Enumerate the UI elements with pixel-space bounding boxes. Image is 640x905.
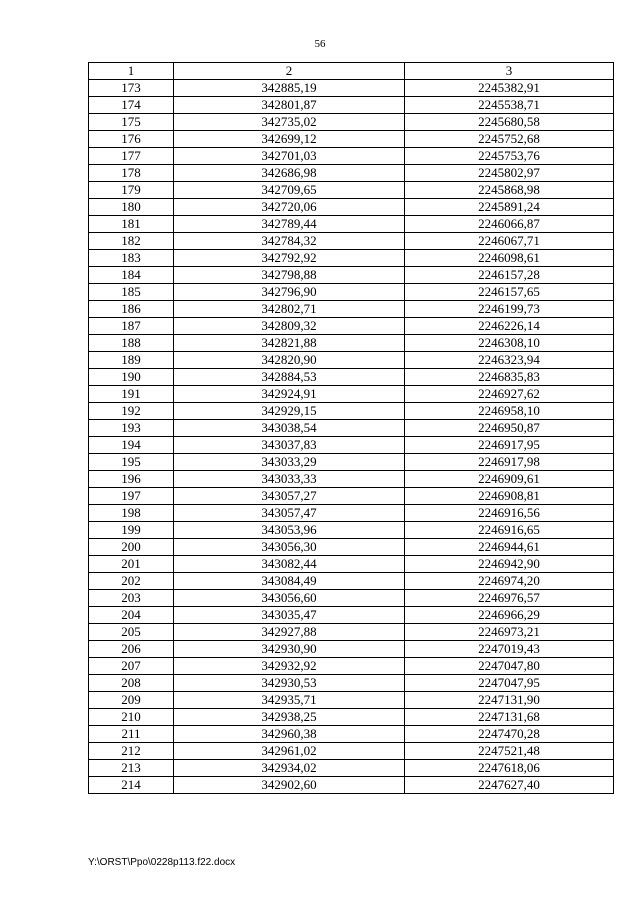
footer-file-path: Y:\ORST\Ppo\0228p113.f22.docx (88, 857, 236, 868)
y-coordinate-cell: 2246927,62 (405, 386, 614, 403)
column-header-3: 3 (405, 63, 614, 80)
x-coordinate-cell: 342802,71 (174, 301, 405, 318)
y-coordinate-cell: 2246226,14 (405, 318, 614, 335)
point-number-cell: 198 (89, 505, 174, 522)
x-coordinate-cell: 342820,90 (174, 352, 405, 369)
point-number-cell: 212 (89, 743, 174, 760)
table-body (89, 80, 614, 794)
table-row (89, 760, 614, 777)
x-coordinate-cell: 343056,60 (174, 590, 405, 607)
point-number-cell: 213 (89, 760, 174, 777)
point-number-cell: 185 (89, 284, 174, 301)
table-row (89, 641, 614, 658)
x-coordinate-cell: 343057,27 (174, 488, 405, 505)
y-coordinate-cell: 2247131,68 (405, 709, 614, 726)
x-coordinate-cell: 343057,47 (174, 505, 405, 522)
y-coordinate-cell: 2247470,28 (405, 726, 614, 743)
x-coordinate-cell: 342885,19 (174, 80, 405, 97)
table-row (89, 420, 614, 437)
y-coordinate-cell: 2246908,81 (405, 488, 614, 505)
x-coordinate-cell: 342821,88 (174, 335, 405, 352)
point-number-cell: 188 (89, 335, 174, 352)
x-coordinate-cell: 342902,60 (174, 777, 405, 794)
column-header-1: 1 (89, 63, 174, 80)
point-number-cell: 194 (89, 437, 174, 454)
y-coordinate-cell: 2245891,24 (405, 199, 614, 216)
x-coordinate-cell: 342686,98 (174, 165, 405, 182)
x-coordinate-cell: 342796,90 (174, 284, 405, 301)
point-number-cell: 196 (89, 471, 174, 488)
x-coordinate-cell: 343033,33 (174, 471, 405, 488)
y-coordinate-cell: 2246942,90 (405, 556, 614, 573)
table-row (89, 80, 614, 97)
y-coordinate-cell: 2246067,71 (405, 233, 614, 250)
x-coordinate-cell: 342784,32 (174, 233, 405, 250)
table-row (89, 97, 614, 114)
x-coordinate-cell: 342701,03 (174, 148, 405, 165)
y-coordinate-cell: 2245382,91 (405, 80, 614, 97)
point-number-cell: 197 (89, 488, 174, 505)
point-number-cell: 206 (89, 641, 174, 658)
y-coordinate-cell: 2246916,65 (405, 522, 614, 539)
y-coordinate-cell: 2246958,10 (405, 403, 614, 420)
table-row (89, 777, 614, 794)
y-coordinate-cell: 2245753,76 (405, 148, 614, 165)
table-row (89, 335, 614, 352)
point-number-cell: 203 (89, 590, 174, 607)
x-coordinate-cell: 342934,02 (174, 760, 405, 777)
point-number-cell: 177 (89, 148, 174, 165)
y-coordinate-cell: 2246974,20 (405, 573, 614, 590)
table-row (89, 165, 614, 182)
x-coordinate-cell: 342735,02 (174, 114, 405, 131)
x-coordinate-cell: 342699,12 (174, 131, 405, 148)
x-coordinate-cell: 343084,49 (174, 573, 405, 590)
table-row (89, 505, 614, 522)
x-coordinate-cell: 342932,92 (174, 658, 405, 675)
table-row (89, 233, 614, 250)
point-number-cell: 181 (89, 216, 174, 233)
table-row (89, 369, 614, 386)
x-coordinate-cell: 342801,87 (174, 97, 405, 114)
x-coordinate-cell: 342792,92 (174, 250, 405, 267)
table-row (89, 199, 614, 216)
x-coordinate-cell: 342935,71 (174, 692, 405, 709)
table-row (89, 590, 614, 607)
table-row (89, 318, 614, 335)
y-coordinate-cell: 2245802,97 (405, 165, 614, 182)
point-number-cell: 207 (89, 658, 174, 675)
y-coordinate-cell: 2245752,68 (405, 131, 614, 148)
y-coordinate-cell: 2246917,95 (405, 437, 614, 454)
x-coordinate-cell: 343053,96 (174, 522, 405, 539)
point-number-cell: 180 (89, 199, 174, 216)
point-number-cell: 176 (89, 131, 174, 148)
table-row (89, 607, 614, 624)
x-coordinate-cell: 343033,29 (174, 454, 405, 471)
page-number: 56 (314, 38, 326, 50)
y-coordinate-cell: 2245680,58 (405, 114, 614, 131)
point-number-cell: 178 (89, 165, 174, 182)
point-number-cell: 175 (89, 114, 174, 131)
table-row (89, 352, 614, 369)
point-number-cell: 187 (89, 318, 174, 335)
table-row (89, 709, 614, 726)
x-coordinate-cell: 343082,44 (174, 556, 405, 573)
table-row (89, 386, 614, 403)
y-coordinate-cell: 2246098,61 (405, 250, 614, 267)
point-number-cell: 193 (89, 420, 174, 437)
point-number-cell: 192 (89, 403, 174, 420)
y-coordinate-cell: 2247618,06 (405, 760, 614, 777)
x-coordinate-cell: 343038,54 (174, 420, 405, 437)
table-row (89, 267, 614, 284)
point-number-cell: 208 (89, 675, 174, 692)
table-row (89, 148, 614, 165)
x-coordinate-cell: 343035,47 (174, 607, 405, 624)
point-number-cell: 173 (89, 80, 174, 97)
point-number-cell: 179 (89, 182, 174, 199)
point-number-cell: 214 (89, 777, 174, 794)
point-number-cell: 186 (89, 301, 174, 318)
y-coordinate-cell: 2246308,10 (405, 335, 614, 352)
point-number-cell: 195 (89, 454, 174, 471)
table-row (89, 624, 614, 641)
table-row (89, 301, 614, 318)
table-row (89, 658, 614, 675)
y-coordinate-cell: 2247047,95 (405, 675, 614, 692)
y-coordinate-cell: 2247047,80 (405, 658, 614, 675)
table-row (89, 182, 614, 199)
table-row (89, 114, 614, 131)
table-row (89, 675, 614, 692)
x-coordinate-cell: 342930,90 (174, 641, 405, 658)
y-coordinate-cell: 2245538,71 (405, 97, 614, 114)
point-number-cell: 209 (89, 692, 174, 709)
y-coordinate-cell: 2246157,65 (405, 284, 614, 301)
table-row (89, 726, 614, 743)
point-number-cell: 204 (89, 607, 174, 624)
y-coordinate-cell: 2246976,57 (405, 590, 614, 607)
y-coordinate-cell: 2246950,87 (405, 420, 614, 437)
y-coordinate-cell: 2246944,61 (405, 539, 614, 556)
table-row (89, 437, 614, 454)
point-number-cell: 182 (89, 233, 174, 250)
point-number-cell: 190 (89, 369, 174, 386)
y-coordinate-cell: 2245868,98 (405, 182, 614, 199)
table-row (89, 692, 614, 709)
table-row (89, 522, 614, 539)
coordinates-table (88, 62, 614, 794)
table-row (89, 131, 614, 148)
point-number-cell: 189 (89, 352, 174, 369)
table-row (89, 471, 614, 488)
x-coordinate-cell: 342938,25 (174, 709, 405, 726)
y-coordinate-cell: 2246066,87 (405, 216, 614, 233)
y-coordinate-cell: 2247019,43 (405, 641, 614, 658)
point-number-cell: 205 (89, 624, 174, 641)
table-row (89, 216, 614, 233)
y-coordinate-cell: 2246973,21 (405, 624, 614, 641)
x-coordinate-cell: 343056,30 (174, 539, 405, 556)
point-number-cell: 184 (89, 267, 174, 284)
x-coordinate-cell: 342930,53 (174, 675, 405, 692)
point-number-cell: 202 (89, 573, 174, 590)
x-coordinate-cell: 342929,15 (174, 403, 405, 420)
x-coordinate-cell: 342927,88 (174, 624, 405, 641)
table-row (89, 250, 614, 267)
point-number-cell: 201 (89, 556, 174, 573)
table-row (89, 284, 614, 301)
point-number-cell: 183 (89, 250, 174, 267)
x-coordinate-cell: 342884,53 (174, 369, 405, 386)
point-number-cell: 211 (89, 726, 174, 743)
y-coordinate-cell: 2246323,94 (405, 352, 614, 369)
point-number-cell: 210 (89, 709, 174, 726)
x-coordinate-cell: 342720,06 (174, 199, 405, 216)
x-coordinate-cell: 342789,44 (174, 216, 405, 233)
table-row (89, 539, 614, 556)
table-row (89, 403, 614, 420)
x-coordinate-cell: 342709,65 (174, 182, 405, 199)
x-coordinate-cell: 342924,91 (174, 386, 405, 403)
table-row (89, 454, 614, 471)
y-coordinate-cell: 2247131,90 (405, 692, 614, 709)
point-number-cell: 191 (89, 386, 174, 403)
table-header-row (89, 63, 614, 80)
y-coordinate-cell: 2247521,48 (405, 743, 614, 760)
table-row (89, 556, 614, 573)
table-row (89, 488, 614, 505)
x-coordinate-cell: 343037,83 (174, 437, 405, 454)
table-row (89, 573, 614, 590)
y-coordinate-cell: 2246157,28 (405, 267, 614, 284)
column-header-2: 2 (174, 63, 405, 80)
y-coordinate-cell: 2247627,40 (405, 777, 614, 794)
y-coordinate-cell: 2246916,56 (405, 505, 614, 522)
y-coordinate-cell: 2246835,83 (405, 369, 614, 386)
x-coordinate-cell: 342960,38 (174, 726, 405, 743)
x-coordinate-cell: 342961,02 (174, 743, 405, 760)
y-coordinate-cell: 2246917,98 (405, 454, 614, 471)
table-row (89, 743, 614, 760)
point-number-cell: 199 (89, 522, 174, 539)
point-number-cell: 174 (89, 97, 174, 114)
y-coordinate-cell: 2246909,61 (405, 471, 614, 488)
y-coordinate-cell: 2246966,29 (405, 607, 614, 624)
x-coordinate-cell: 342798,88 (174, 267, 405, 284)
x-coordinate-cell: 342809,32 (174, 318, 405, 335)
point-number-cell: 200 (89, 539, 174, 556)
y-coordinate-cell: 2246199,73 (405, 301, 614, 318)
